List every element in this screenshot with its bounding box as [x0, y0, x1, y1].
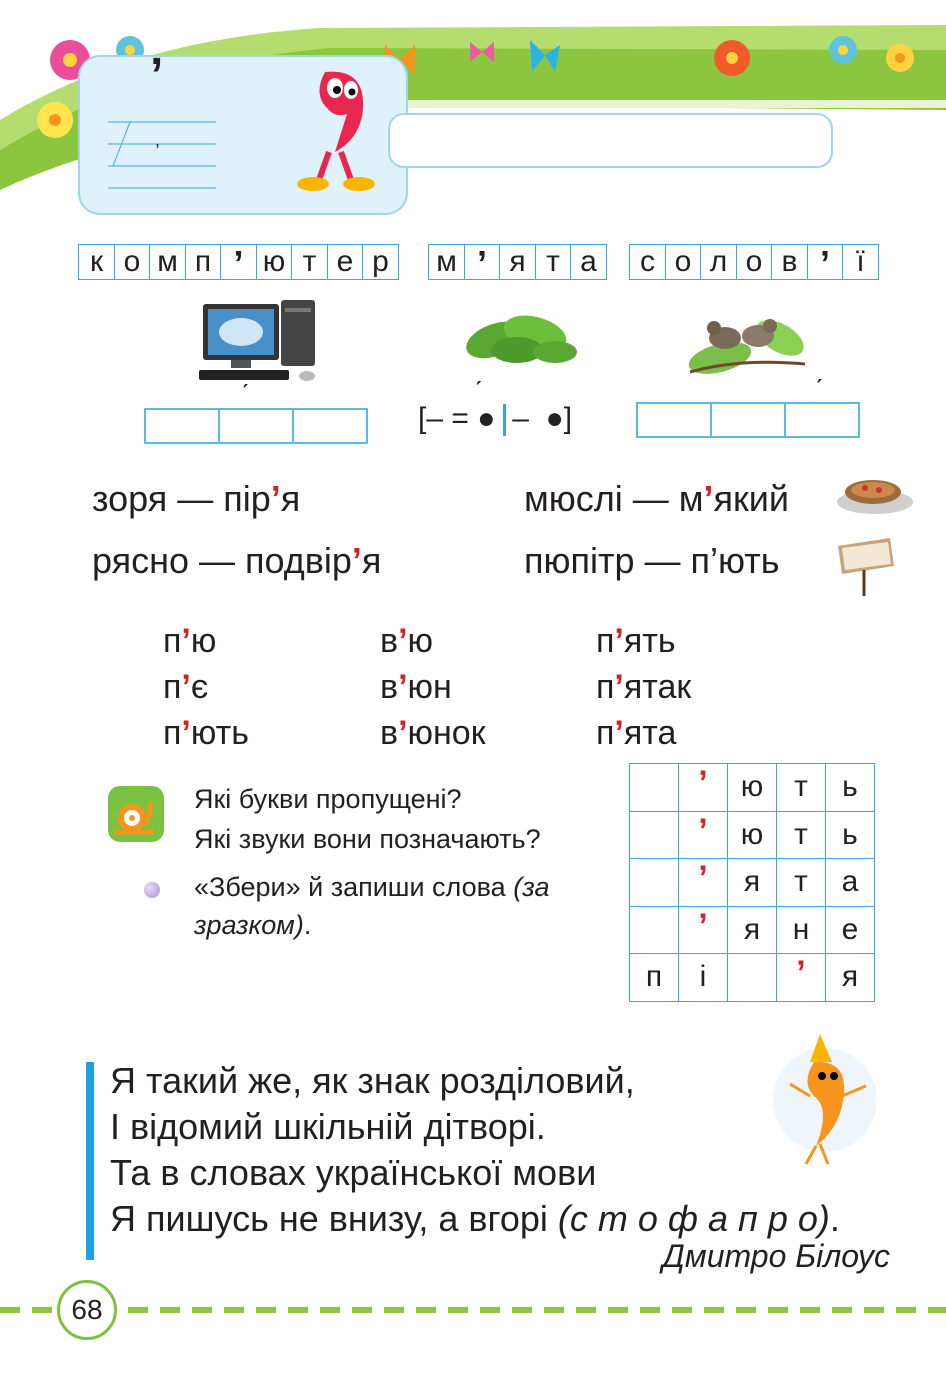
- letter-cell: т: [535, 244, 572, 280]
- writing-guide-lines: [108, 120, 216, 190]
- letter-cell: ї: [842, 244, 879, 280]
- word-item: в’ю: [380, 622, 434, 660]
- grid-cell[interactable]: [630, 764, 679, 812]
- word-myata: [428, 243, 606, 284]
- grid-cell[interactable]: [630, 859, 679, 907]
- syllable-box[interactable]: [144, 408, 220, 444]
- title-input-box[interactable]: [388, 113, 833, 168]
- letter-cell: п: [185, 244, 222, 280]
- question-2: Які звуки вони позначають?: [194, 824, 541, 854]
- apostrophe-character-icon: [285, 68, 385, 196]
- letter-cell: о: [665, 244, 702, 280]
- syllable-schema-solovyi: [636, 402, 858, 438]
- poem-line-1: Я такий же, як знак розділовий,: [110, 1060, 635, 1101]
- grid-cell: а: [826, 859, 875, 907]
- syllable-divider: [503, 404, 506, 436]
- question-1: Які букви пропущені?: [194, 784, 462, 814]
- grid-cell: я: [728, 859, 777, 907]
- pair-text: я: [280, 478, 301, 519]
- letter-cell: р: [362, 244, 399, 280]
- grid-cell: т: [777, 859, 826, 907]
- grid-row: [630, 906, 875, 954]
- grid-cell: ю: [728, 764, 777, 812]
- apostrophe-cell: ’: [464, 244, 501, 280]
- grid-row: [630, 859, 875, 907]
- syllable-box[interactable]: [710, 402, 786, 438]
- snail-icon: [108, 786, 164, 842]
- grid-cell: т: [777, 764, 826, 812]
- pair-text: я: [361, 540, 382, 581]
- letter-cell: с: [629, 244, 666, 280]
- poem-text: Я пишусь не внизу, а вгорі: [110, 1198, 548, 1239]
- letter-cell: о: [736, 244, 773, 280]
- grid-cell: п: [630, 954, 679, 1002]
- word-item: п’є: [163, 668, 209, 706]
- grid-row: [630, 764, 875, 812]
- pair-text: рясно — подвір: [92, 540, 352, 581]
- letter-cell: к: [78, 244, 115, 280]
- nightingales-icon: [680, 298, 810, 386]
- word-pair: [524, 478, 789, 520]
- mint-leaves-icon: [455, 300, 585, 370]
- pair-text: пюпітр — п’ють: [524, 540, 780, 581]
- syllable-box[interactable]: [292, 408, 368, 444]
- red-apostrophe: ’: [270, 478, 281, 519]
- poem-line-4: Я пишусь не внизу, а вгорі (с т о ф а п р о).: [110, 1198, 840, 1239]
- formula-left: [– =: [418, 402, 469, 435]
- word-item: п’ятак: [596, 668, 692, 706]
- formula-mid: –: [512, 402, 529, 435]
- apostrophe-symbol: ’: [150, 49, 164, 102]
- grid-apostrophe-cell: ’: [679, 764, 728, 812]
- computer-icon: [195, 298, 325, 388]
- formula-right: ]: [563, 402, 573, 435]
- task-text-cont: зразком).: [194, 910, 312, 940]
- task-main: «Збери» й запиши слова: [194, 872, 506, 902]
- word-item: в’юнок: [380, 714, 486, 752]
- grid-cell: т: [777, 811, 826, 859]
- grid-apostrophe-cell: ’: [777, 954, 826, 1002]
- grid-cell: я: [728, 906, 777, 954]
- red-apostrophe: ’: [703, 478, 714, 519]
- poem-line-3: Та в словах української мови: [110, 1152, 597, 1193]
- letter-cell: м: [149, 244, 186, 280]
- grid-cell: е: [826, 906, 875, 954]
- grid-cell: ю: [728, 811, 777, 859]
- word-pair: [92, 540, 381, 582]
- grid-cell[interactable]: [630, 906, 679, 954]
- apostrophe-cell: ’: [807, 244, 844, 280]
- grid-cell: ь: [826, 811, 875, 859]
- pair-text: зоря — пір: [92, 478, 271, 519]
- grid-cell: і: [679, 954, 728, 1002]
- syllable-schema-computer: [144, 408, 366, 444]
- word-item: п’ята: [596, 714, 677, 752]
- grid-cell: я: [826, 954, 875, 1002]
- letter-cell: в: [771, 244, 808, 280]
- apostrophe-cell: ’: [220, 244, 257, 280]
- grid-apostrophe-cell: ’: [679, 811, 728, 859]
- word-pair: [524, 540, 779, 582]
- syllable-box[interactable]: [218, 408, 294, 444]
- footer-dashed-line: [0, 1306, 946, 1314]
- poem-bar: [86, 1062, 94, 1260]
- word-item: п’ють: [163, 714, 249, 752]
- letter-cell: е: [327, 244, 364, 280]
- task-italic: (за: [513, 872, 550, 902]
- guide-mark: ,: [155, 130, 161, 150]
- poem-author: Дмитро Білоус: [662, 1238, 890, 1274]
- page-number: 68: [57, 1280, 117, 1340]
- sound-schema-myata: [– = ●– ●]: [418, 402, 573, 435]
- word-komputer: [78, 243, 398, 284]
- word-solovyi: [629, 243, 878, 284]
- muesli-bowl-icon: [835, 472, 915, 516]
- pair-text: який: [713, 478, 789, 519]
- grid-row: [630, 811, 875, 859]
- letter-cell: а: [570, 244, 607, 280]
- word-item: в’юн: [380, 668, 452, 706]
- letter-cell: м: [428, 244, 465, 280]
- letter-cell: я: [499, 244, 536, 280]
- word-item: п’ю: [163, 622, 217, 660]
- grid-cell: ь: [826, 764, 875, 812]
- grid-apostrophe-cell: ’: [679, 906, 728, 954]
- grid-row: [630, 954, 875, 1002]
- grid-cell[interactable]: [630, 811, 679, 859]
- task-italic: зразком): [194, 910, 304, 940]
- task-text: [194, 872, 549, 903]
- syllable-box[interactable]: [784, 402, 860, 438]
- grid-cell: н: [777, 906, 826, 954]
- pair-text: мюслі — м: [524, 478, 704, 519]
- red-apostrophe: ’: [351, 540, 362, 581]
- syllable-box[interactable]: [636, 402, 712, 438]
- bullet-icon: [144, 882, 160, 898]
- grid-apostrophe-cell: ’: [679, 859, 728, 907]
- music-stand-icon: [834, 536, 898, 598]
- word-item: п’ять: [596, 622, 676, 660]
- poem-line-2: І відомий шкільній дітворі.: [110, 1106, 546, 1147]
- letter-grid: [629, 763, 875, 1002]
- party-apostrophe-icon: [770, 1030, 880, 1170]
- letter-cell: ю: [256, 244, 293, 280]
- poem-riddle: (с т о ф а п р о): [557, 1198, 830, 1239]
- letter-cell: о: [114, 244, 151, 280]
- letter-cell: т: [291, 244, 328, 280]
- grid-cell[interactable]: [728, 954, 777, 1002]
- letter-cell: л: [700, 244, 737, 280]
- word-pair: [92, 478, 300, 520]
